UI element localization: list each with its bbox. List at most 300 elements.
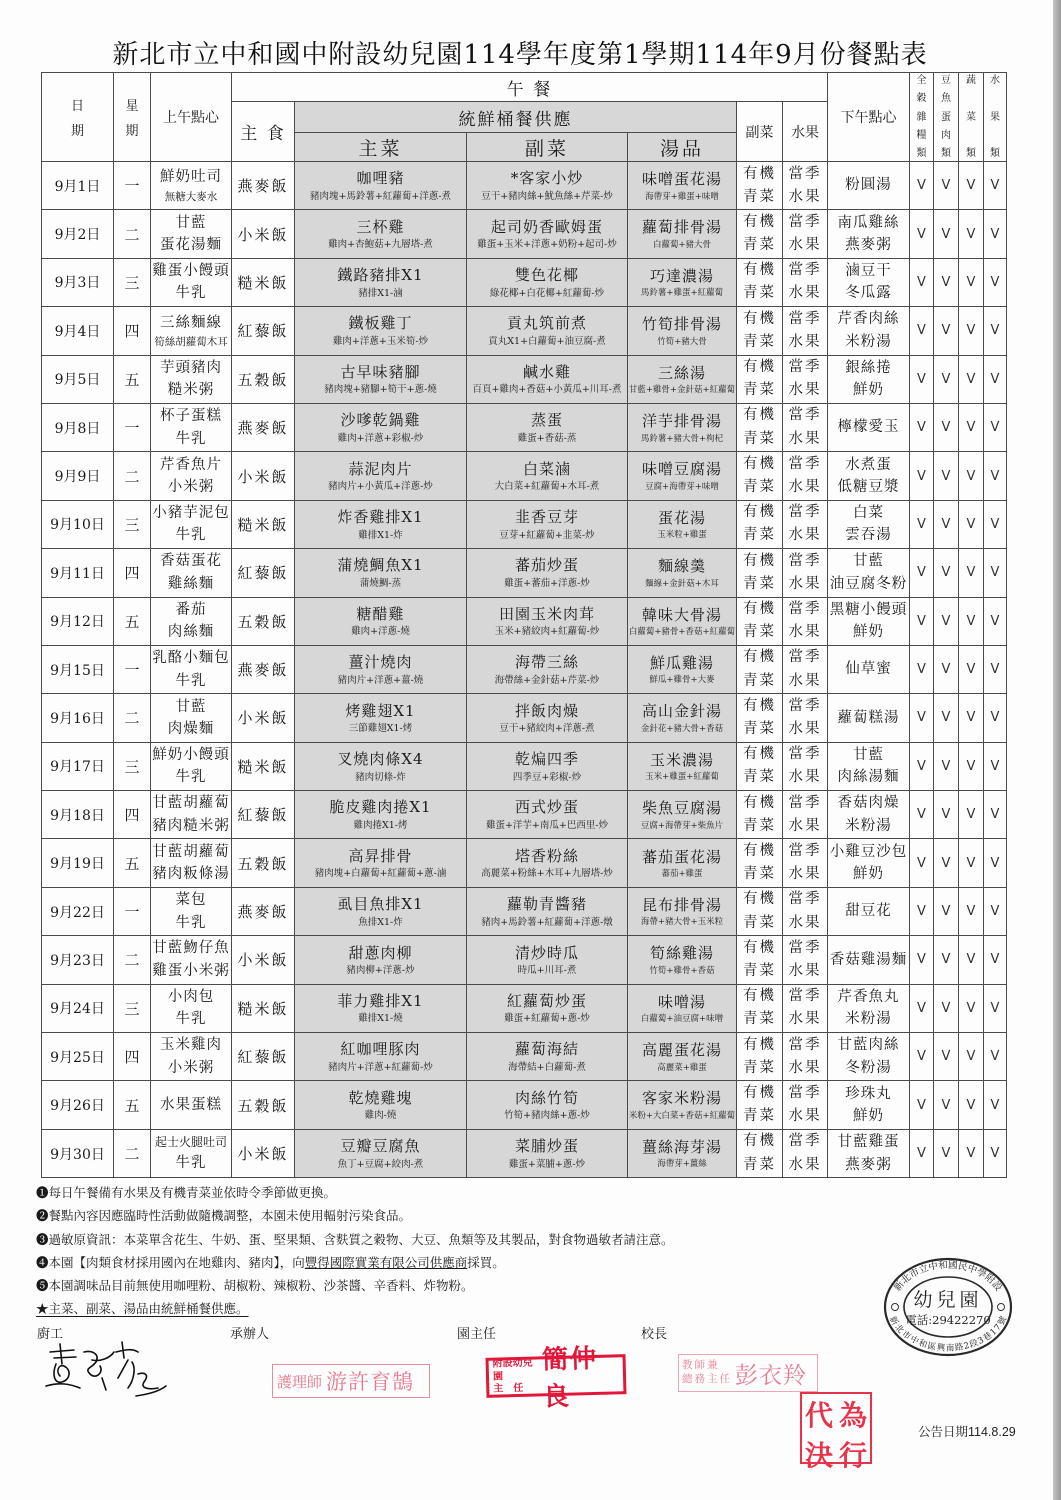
side-dish-cell bbox=[467, 936, 628, 984]
veg-line: 青菜 bbox=[743, 1156, 776, 1173]
soup-ingredients: 豆腐+海帶芽+柴魚片 bbox=[640, 820, 724, 831]
pm-snack-line: 芹香魚丸 bbox=[837, 988, 900, 1005]
side-dish-cell bbox=[467, 984, 628, 1032]
am-snack bbox=[151, 166, 231, 205]
proxy-stamp-char: 行 bbox=[838, 1439, 867, 1472]
weekday-cell: 三 bbox=[114, 742, 151, 790]
header-side-dish: 副菜 bbox=[467, 133, 628, 162]
side-dish-cell bbox=[467, 549, 628, 597]
am-snack-line: 糙米粥 bbox=[167, 382, 215, 399]
veg-line: 有機 bbox=[743, 165, 776, 182]
am-snack bbox=[151, 1094, 231, 1116]
check-mark-vegetables: V bbox=[959, 984, 984, 1032]
pm-snack-cell bbox=[828, 500, 910, 548]
fg-char: 全 bbox=[916, 75, 927, 86]
soup-ingredients: 白蘿蔔+豬骨+香菇+紅蘿蔔 bbox=[628, 627, 736, 638]
header-food-group-vegetables bbox=[959, 73, 984, 162]
check-mark-fruit: V bbox=[984, 307, 1007, 355]
staple-cell: 糙米飯 bbox=[232, 258, 295, 306]
main-dish-ingredients: 豬肉片+洋蔥+紅蘿蔔-炒 bbox=[328, 1061, 433, 1073]
am-snack-cell bbox=[151, 984, 232, 1032]
fruit-cell bbox=[783, 210, 828, 258]
veg-line: 有機 bbox=[743, 939, 776, 956]
check-mark-grains: V bbox=[910, 839, 934, 887]
pm-snack-line: 甜豆花 bbox=[845, 903, 892, 920]
soup-ingredients: 海帶芽+雞蛋+味噌 bbox=[645, 191, 719, 202]
am-snack-line: 甘藍 bbox=[175, 698, 207, 715]
header-am-snack: 上午點心 bbox=[151, 73, 232, 162]
am-snack-line: 牛乳 bbox=[175, 1011, 207, 1028]
pm-snack-cell bbox=[828, 887, 910, 935]
fruit-cell bbox=[783, 984, 828, 1032]
fruit-line: 水果 bbox=[788, 285, 822, 302]
seal-flower-icon bbox=[998, 1304, 1005, 1311]
soup-ingredients: 蕃茄+雞蛋 bbox=[661, 869, 703, 880]
am-snack-cell bbox=[151, 791, 232, 839]
pm-snack-cell bbox=[828, 694, 910, 742]
pm-snack-line: 油豆腐冬粉 bbox=[829, 575, 908, 592]
main-dish-ingredients: 豬肉塊+馬鈴薯+紅蘿蔔+洋蔥-煮 bbox=[309, 190, 452, 202]
label-principal: 校長 bbox=[641, 1327, 668, 1342]
soup-name: 味噌蛋花湯 bbox=[641, 170, 722, 189]
fruit-line: 水果 bbox=[788, 430, 822, 447]
check-mark-vegetables: V bbox=[959, 887, 984, 935]
check-mark-grains: V bbox=[910, 452, 934, 500]
pm-snack-line: 甘藍雞蛋 bbox=[837, 1134, 900, 1151]
soup-name: 蘿蔔排骨湯 bbox=[641, 218, 722, 237]
main-dish-name: 高昇排骨 bbox=[348, 846, 413, 865]
fruit-line: 水果 bbox=[788, 1011, 822, 1028]
pm-snack-line: 粉圓湯 bbox=[845, 177, 892, 194]
am-snack-cell bbox=[151, 1129, 232, 1177]
pm-snack-line: 白菜 bbox=[853, 504, 884, 521]
note-4-supplier: 豐得國際實業有限公司供應商 bbox=[304, 1254, 468, 1270]
date-cell: 9月24日 bbox=[42, 984, 114, 1032]
staple-cell: 紅藜飯 bbox=[232, 307, 295, 355]
fruit-line: 水果 bbox=[788, 624, 822, 641]
veg-line: 青菜 bbox=[743, 575, 776, 592]
fg-char: 豆 bbox=[941, 75, 951, 86]
fruit-line: 水果 bbox=[788, 188, 822, 205]
side-dish-name: 韭香豆芽 bbox=[514, 508, 579, 527]
fruit-line: 水果 bbox=[788, 962, 822, 979]
am-snack-line: 三絲麵線 bbox=[160, 314, 222, 331]
veg-line: 有機 bbox=[743, 601, 776, 618]
check-mark-grains: V bbox=[910, 791, 934, 839]
soup-cell bbox=[628, 258, 737, 306]
table-row bbox=[42, 1129, 1007, 1177]
fruit-line: 水果 bbox=[788, 1156, 822, 1173]
check-mark-grains: V bbox=[910, 742, 934, 790]
weekday-cell: 三 bbox=[114, 500, 151, 548]
pm-snack-line: 鮮奶 bbox=[853, 866, 884, 883]
side-dish-ingredients: 雞蛋+菜脯+蔥-炒 bbox=[508, 1158, 586, 1170]
veg-cell bbox=[737, 258, 783, 306]
am-snack-cell bbox=[151, 452, 232, 500]
weekday-cell: 四 bbox=[114, 549, 151, 597]
date-cell: 9月25日 bbox=[42, 1033, 114, 1081]
fruit-line: 水果 bbox=[788, 914, 822, 931]
side-dish-cell bbox=[467, 452, 628, 500]
veg-line: 青菜 bbox=[743, 382, 776, 399]
check-mark-vegetables: V bbox=[959, 500, 984, 548]
soup-ingredients: 高麗菜+雞蛋 bbox=[657, 1062, 707, 1073]
staple-cell: 燕麥飯 bbox=[232, 887, 295, 935]
header-date-line: 期 bbox=[70, 124, 84, 139]
check-mark-vegetables: V bbox=[959, 645, 984, 693]
fruit-line: 當季 bbox=[788, 988, 822, 1005]
pm-snack-line: 銀絲捲 bbox=[845, 359, 892, 376]
pm-snack-cell bbox=[828, 984, 910, 1032]
main-dish-name: 豆瓣豆腐魚 bbox=[340, 1137, 421, 1156]
staple-cell: 小米飯 bbox=[232, 452, 295, 500]
veg-cell bbox=[737, 694, 783, 742]
fruit-cell bbox=[783, 307, 828, 355]
fruit-line: 當季 bbox=[788, 842, 822, 859]
weekday-cell: 五 bbox=[114, 597, 151, 645]
am-snack-line: 小米粥 bbox=[167, 1059, 215, 1076]
side-dish-cell bbox=[467, 1129, 628, 1177]
pm-snack-line: 鮮奶 bbox=[853, 1108, 884, 1125]
weekday-cell: 一 bbox=[114, 887, 151, 935]
side-dish-name: *客家小炒 bbox=[510, 169, 584, 188]
fruit-line: 當季 bbox=[788, 939, 822, 956]
weekday-cell: 五 bbox=[114, 839, 151, 887]
fruit-cell bbox=[783, 452, 828, 500]
main-dish-name: 蒜泥肉片 bbox=[348, 459, 413, 478]
note-4-suffix: 採買。 bbox=[467, 1254, 505, 1270]
staple-cell: 燕麥飯 bbox=[232, 645, 295, 693]
main-dish-ingredients: 雞排X1-炸 bbox=[358, 529, 403, 541]
header-soup: 湯品 bbox=[628, 133, 737, 162]
check-mark-protein: V bbox=[934, 936, 959, 984]
check-mark-grains: V bbox=[910, 162, 934, 210]
pm-snack-cell bbox=[828, 1033, 910, 1081]
main-dish-name: 甜蔥肉柳 bbox=[348, 943, 413, 962]
veg-line: 有機 bbox=[743, 504, 776, 521]
soup-ingredients: 竹筍+雞骨+香菇 bbox=[649, 965, 715, 976]
check-mark-protein: V bbox=[934, 791, 959, 839]
am-snack-line: 蛋花湯麵 bbox=[160, 237, 222, 254]
am-snack-line: 肉絲麵 bbox=[167, 624, 215, 641]
fruit-cell bbox=[783, 1129, 828, 1177]
main-dish-cell bbox=[295, 500, 467, 548]
side-dish-ingredients: 綠花椰+白花椰+紅蘿蔔-炒 bbox=[489, 287, 605, 299]
main-dish-name: 沙嗲乾鍋雞 bbox=[340, 411, 421, 430]
main-dish-ingredients: 雞肉+洋蔥+彩椒-炒 bbox=[337, 432, 424, 444]
pm-snack-cell bbox=[828, 1081, 910, 1129]
soup-ingredients: 麵線+金針菇+木耳 bbox=[645, 578, 719, 589]
check-mark-grains: V bbox=[910, 887, 934, 935]
veg-line: 青菜 bbox=[743, 962, 776, 979]
soup-name: 洋芋排骨湯 bbox=[641, 412, 722, 431]
side-dish-name: 肉絲竹筍 bbox=[514, 1088, 579, 1107]
am-snack-cell bbox=[151, 887, 232, 935]
check-mark-vegetables: V bbox=[959, 355, 984, 403]
soup-cell bbox=[628, 597, 737, 645]
check-mark-protein: V bbox=[934, 694, 959, 742]
check-mark-vegetables: V bbox=[959, 403, 984, 451]
fg-char: 菜 bbox=[966, 111, 976, 123]
pm-snack-line: 米粉湯 bbox=[845, 817, 892, 834]
fruit-line: 當季 bbox=[788, 1133, 822, 1150]
director-stamp-name: 簡仲良 bbox=[541, 1343, 599, 1413]
veg-cell bbox=[737, 1081, 783, 1129]
fg-char: 類 bbox=[990, 148, 1000, 159]
am-snack-line: 芋頭豬肉 bbox=[160, 359, 222, 376]
date-cell: 9月4日 bbox=[42, 307, 114, 355]
soup-cell bbox=[628, 742, 737, 790]
header-weekday-line: 星 bbox=[125, 99, 139, 114]
main-dish-ingredients: 雞肉捲X1-烤 bbox=[353, 819, 408, 831]
header-weekday bbox=[114, 73, 151, 162]
main-dish-name: 鐵板雞丁 bbox=[348, 314, 413, 333]
main-dish-ingredients: 蒲燒鯛-蒸 bbox=[359, 577, 402, 589]
pm-snack-cell bbox=[828, 839, 910, 887]
check-mark-grains: V bbox=[910, 1033, 934, 1081]
check-mark-vegetables: V bbox=[959, 742, 984, 790]
pm-snack-line: 雲吞湯 bbox=[845, 527, 892, 544]
side-dish-ingredients: 豆干+豬肉絲+魷魚絲+芹菜-炒 bbox=[481, 190, 613, 202]
table-row bbox=[42, 162, 1007, 210]
am-snack bbox=[151, 405, 231, 450]
check-mark-protein: V bbox=[934, 1081, 959, 1129]
table-row bbox=[42, 887, 1007, 935]
check-mark-vegetables: V bbox=[959, 210, 984, 258]
proxy-stamp-char: 為 bbox=[838, 1399, 867, 1432]
soup-cell bbox=[628, 984, 737, 1032]
staple-cell: 小米飯 bbox=[232, 210, 295, 258]
check-mark-fruit: V bbox=[984, 210, 1007, 258]
main-dish-name: 脆皮雞肉捲X1 bbox=[329, 798, 432, 817]
side-dish-ingredients: 大白菜+紅蘿蔔+木耳-煮 bbox=[494, 481, 600, 493]
side-dish-cell bbox=[467, 742, 628, 790]
fruit-cell bbox=[783, 1081, 828, 1129]
am-snack-line: 筍絲胡蘿蔔木耳 bbox=[154, 335, 228, 348]
soup-ingredients: 玉米+雞蛋+紅蘿蔔 bbox=[645, 772, 719, 783]
main-dish-name: 薑汁燒肉 bbox=[348, 653, 413, 672]
header-pm-snack: 下午點心 bbox=[828, 73, 910, 162]
soup-cell bbox=[628, 694, 737, 742]
side-dish-cell bbox=[467, 839, 628, 887]
pm-snack-line: 檸檬愛玉 bbox=[837, 419, 900, 436]
veg-cell bbox=[737, 355, 783, 403]
veg-line: 有機 bbox=[743, 310, 776, 327]
am-snack-line: 杯子蛋糕 bbox=[160, 408, 222, 425]
staple-cell: 糙米飯 bbox=[232, 984, 295, 1032]
am-snack-line: 菜包 bbox=[175, 892, 207, 909]
seal-bottom-text: 新北市中和區興南路2段3巷17號 bbox=[886, 1314, 1010, 1354]
weekday-cell: 五 bbox=[114, 1081, 151, 1129]
check-mark-protein: V bbox=[934, 645, 959, 693]
side-dish-cell bbox=[467, 1033, 628, 1081]
soup-ingredients: 金針花+豬大骨+香菇 bbox=[640, 723, 724, 734]
table-row bbox=[42, 694, 1007, 742]
meal-menu-table bbox=[41, 72, 1007, 1178]
soup-name: 高山金針湯 bbox=[641, 702, 722, 721]
fruit-line: 水果 bbox=[788, 575, 822, 592]
main-dish-cell bbox=[295, 694, 467, 742]
am-snack bbox=[151, 260, 231, 305]
pm-snack-line: 肉絲湯麵 bbox=[837, 769, 900, 786]
main-dish-ingredients: 魚丁+豆腐+絞肉-煮 bbox=[337, 1158, 424, 1170]
teacher-stamp-name: 彭衣羚 bbox=[735, 1362, 807, 1389]
pm-snack-line: 鮮奶 bbox=[853, 382, 884, 399]
am-snack-cell bbox=[151, 403, 232, 451]
fruit-cell bbox=[783, 839, 828, 887]
check-mark-protein: V bbox=[934, 307, 959, 355]
veg-line: 有機 bbox=[743, 988, 776, 1005]
table-row bbox=[42, 1033, 1007, 1081]
am-snack-line: 番茄 bbox=[175, 601, 207, 618]
check-mark-grains: V bbox=[910, 403, 934, 451]
fg-char: 類 bbox=[966, 148, 976, 159]
date-cell: 9月10日 bbox=[42, 500, 114, 548]
veg-line: 青菜 bbox=[743, 237, 776, 254]
soup-name: 巧達濃湯 bbox=[649, 266, 714, 285]
am-snack-line: 起士火腿吐司 bbox=[154, 1134, 227, 1149]
am-snack-line: 小豬芋泥包 bbox=[152, 504, 230, 521]
am-snack-line: 小米粥 bbox=[167, 479, 215, 496]
check-mark-fruit: V bbox=[984, 742, 1007, 790]
table-row bbox=[42, 210, 1007, 258]
table-row bbox=[42, 549, 1007, 597]
side-dish-name: 蒸蛋 bbox=[530, 411, 563, 430]
am-snack bbox=[151, 841, 231, 886]
proxy-decision-stamp bbox=[800, 1392, 872, 1472]
note-4-prefix: ❹本園【肉類食材採用國內在地雞肉、豬肉】，向 bbox=[36, 1254, 305, 1270]
main-dish-ingredients: 雞排X1-燒 bbox=[358, 1013, 403, 1025]
fruit-line: 當季 bbox=[788, 552, 822, 569]
fruit-line: 當季 bbox=[788, 1036, 822, 1053]
weekday-cell: 一 bbox=[114, 645, 151, 693]
pm-snack-line: 甘藍肉絲 bbox=[837, 1037, 900, 1054]
seal-flower-icon bbox=[892, 1304, 899, 1311]
fruit-line: 當季 bbox=[788, 213, 822, 230]
fruit-cell bbox=[783, 403, 828, 451]
check-mark-protein: V bbox=[934, 597, 959, 645]
proxy-stamp-char: 決 bbox=[804, 1439, 833, 1472]
side-dish-cell bbox=[467, 694, 628, 742]
main-dish-name: 三杯雞 bbox=[356, 217, 405, 236]
fruit-line: 水果 bbox=[788, 817, 822, 834]
main-dish-ingredients: 豬肉塊+白蘿蔔+紅蘿蔔+蔥-滷 bbox=[314, 868, 447, 880]
main-dish-cell bbox=[295, 258, 467, 306]
staple-cell: 五穀飯 bbox=[232, 597, 295, 645]
veg-cell bbox=[737, 500, 783, 548]
table-row bbox=[42, 984, 1007, 1032]
check-mark-vegetables: V bbox=[959, 1033, 984, 1081]
veg-cell bbox=[737, 791, 783, 839]
am-snack-cell bbox=[151, 210, 232, 258]
am-snack-line: 牛乳 bbox=[175, 769, 207, 786]
veg-cell bbox=[737, 1129, 783, 1177]
am-snack bbox=[151, 647, 231, 692]
pm-snack-line: 滷豆干 bbox=[845, 263, 892, 279]
menu-rows bbox=[42, 162, 1007, 1178]
soup-name: 筍絲雞湯 bbox=[649, 944, 714, 963]
side-dish-name: 白菜滷 bbox=[522, 459, 571, 478]
soup-cell bbox=[628, 936, 737, 984]
check-mark-protein: V bbox=[934, 1129, 959, 1177]
main-dish-ingredients: 豬肉片+小黃瓜+洋蔥-炒 bbox=[328, 481, 433, 493]
main-dish-cell bbox=[295, 1081, 467, 1129]
check-mark-protein: V bbox=[934, 549, 959, 597]
main-dish-ingredients: 豬肉片+洋蔥+薑-燒 bbox=[337, 674, 424, 686]
weekday-cell: 一 bbox=[114, 162, 151, 210]
side-dish-cell bbox=[467, 307, 628, 355]
side-dish-name: 蘿勒青醬豬 bbox=[506, 895, 587, 914]
seal-phone-text: 電話:29422270 bbox=[905, 1313, 991, 1327]
veg-cell bbox=[737, 984, 783, 1032]
pm-snack-line: 水煮蛋 bbox=[845, 456, 892, 473]
side-dish-ingredients: 高麗菜+粉絲+木耳+九層塔-炒 bbox=[481, 868, 613, 880]
label-director: 園主任 bbox=[457, 1327, 497, 1342]
side-dish-name: 乾煸四季 bbox=[514, 750, 579, 768]
fruit-cell bbox=[783, 742, 828, 790]
nurse-stamp bbox=[272, 1364, 430, 1398]
soup-name: 柴魚豆腐湯 bbox=[641, 799, 722, 818]
check-mark-protein: V bbox=[934, 887, 959, 935]
side-dish-ingredients: 百頁+雞肉+香菇+小黃瓜+川耳-煮 bbox=[472, 384, 622, 396]
weekday-cell: 四 bbox=[114, 791, 151, 839]
pm-snack-cell bbox=[828, 258, 910, 306]
main-dish-ingredients: 三節雞翅X1-烤 bbox=[348, 723, 413, 735]
pm-snack-line: 仙草蜜 bbox=[845, 661, 892, 678]
side-dish-ingredients: 豆干+豬絞肉+洋蔥-煮 bbox=[499, 723, 595, 735]
header-date-line: 日 bbox=[70, 99, 84, 114]
soup-cell bbox=[628, 887, 737, 935]
veg-line: 青菜 bbox=[743, 1059, 776, 1076]
check-mark-fruit: V bbox=[984, 645, 1007, 693]
check-mark-fruit: V bbox=[984, 1081, 1007, 1129]
veg-line: 青菜 bbox=[743, 769, 776, 786]
soup-cell bbox=[628, 403, 737, 451]
am-snack-cell bbox=[151, 162, 232, 210]
check-mark-protein: V bbox=[934, 162, 959, 210]
fruit-line: 當季 bbox=[788, 601, 822, 618]
weekday-cell: 二 bbox=[114, 210, 151, 258]
check-mark-grains: V bbox=[910, 210, 934, 258]
fg-char: 雜 bbox=[916, 111, 927, 123]
pm-snack-line: 黑糖小饅頭 bbox=[829, 601, 908, 618]
main-dish-cell bbox=[295, 403, 467, 451]
pm-snack-line: 燕麥粥 bbox=[845, 237, 892, 254]
table-row bbox=[42, 500, 1007, 548]
fruit-line: 水果 bbox=[788, 1108, 822, 1125]
main-dish-name: 叉燒肉條X4 bbox=[337, 750, 424, 768]
weekday-cell: 四 bbox=[114, 1033, 151, 1081]
pm-snack-line: 蘿蔔糕湯 bbox=[837, 709, 900, 726]
check-mark-grains: V bbox=[910, 355, 934, 403]
am-snack-line: 雞蛋小饅頭 bbox=[152, 263, 230, 279]
main-dish-name: 蒲燒鯛魚X1 bbox=[337, 556, 424, 575]
table-row bbox=[42, 403, 1007, 451]
proxy-stamp-char: 代 bbox=[804, 1399, 833, 1432]
main-dish-name: 炸香雞排X1 bbox=[337, 508, 424, 527]
am-snack bbox=[151, 550, 231, 595]
soup-ingredients: 馬鈴薯+豬大骨+枸杞 bbox=[640, 433, 724, 444]
staple-cell: 紅藜飯 bbox=[232, 791, 295, 839]
side-dish-name: 雙色花椰 bbox=[514, 266, 579, 285]
pm-snack-cell bbox=[828, 597, 910, 645]
check-mark-grains: V bbox=[910, 597, 934, 645]
main-dish-cell bbox=[295, 355, 467, 403]
am-snack-cell bbox=[151, 355, 232, 403]
am-snack-cell bbox=[151, 742, 232, 790]
header-catering: 統鮮桶餐供應 bbox=[295, 102, 737, 133]
fg-char: 類 bbox=[941, 148, 951, 159]
